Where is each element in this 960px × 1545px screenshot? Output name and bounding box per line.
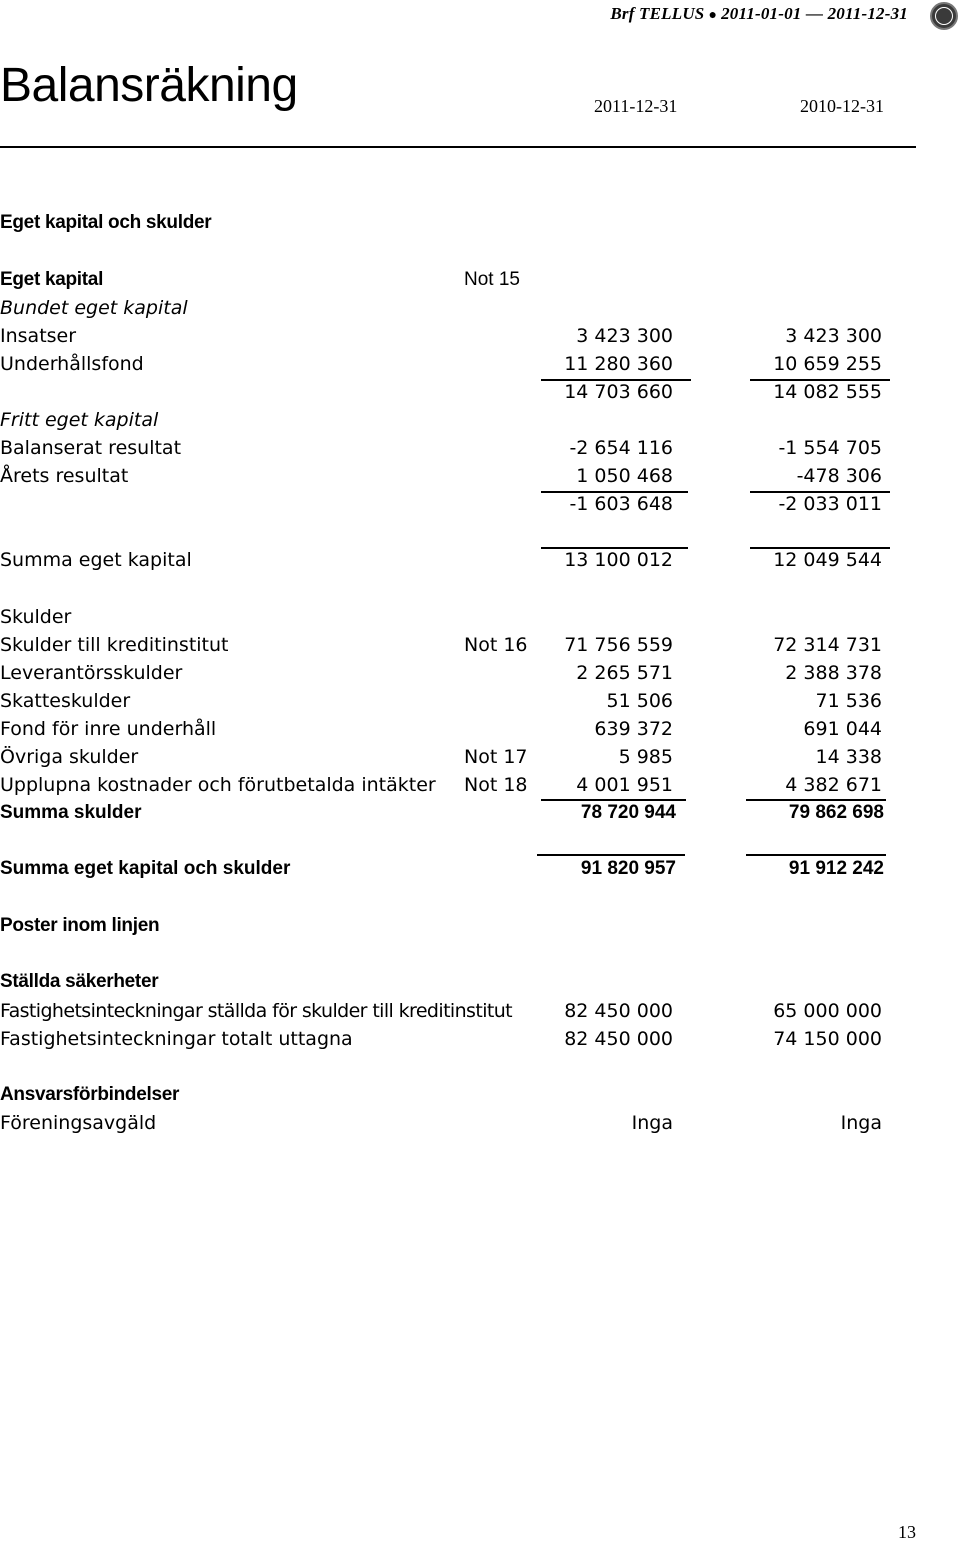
value-previous: 65 000 000: [773, 1000, 882, 1022]
value-previous: -1 554 705: [778, 437, 882, 459]
value-previous: 74 150 000: [773, 1028, 882, 1050]
value-previous: 3 423 300: [785, 325, 882, 347]
table-row: [0, 353, 960, 381]
value-previous: 72 314 731: [773, 634, 882, 656]
row-note: Not 18: [464, 774, 528, 796]
value-current: 11 280 360: [564, 353, 673, 375]
value-current: 78 720 944: [580, 802, 676, 823]
value-current: 14 703 660: [564, 381, 673, 403]
value-current: 1 050 468: [576, 465, 673, 487]
hsb-logo-icon: [930, 2, 958, 30]
value-previous: -2 033 011: [778, 493, 882, 515]
grand-total-rule: [537, 854, 685, 856]
total-row: [0, 549, 960, 577]
value-previous: 91 912 242: [788, 858, 884, 879]
column-date-current: 2011-12-31: [594, 96, 678, 116]
table-row: [0, 1000, 960, 1028]
value-previous: -478 306: [796, 465, 882, 487]
table-row: [0, 437, 960, 465]
value-previous: 4 382 671: [785, 774, 882, 796]
table-row: [0, 325, 960, 353]
value-previous: Inga: [840, 1112, 882, 1134]
equity-heading-row: [0, 269, 960, 297]
page-header: [0, 0, 960, 40]
contingent-heading: Ansvarsförbindelser: [0, 1084, 180, 1105]
table-row: [0, 774, 960, 802]
value-previous: 71 536: [815, 690, 882, 712]
row-label: Summa eget kapital och skulder: [0, 858, 291, 879]
table-row: [0, 1112, 960, 1140]
value-previous: 14 338: [815, 746, 882, 768]
pledged-heading-row: [0, 971, 960, 999]
value-previous: 10 659 255: [773, 353, 882, 375]
row-note: Not 17: [464, 746, 528, 768]
header-period-end: 2011-12-31: [827, 4, 908, 23]
table-row: [0, 1028, 960, 1056]
header-org: Brf TELLUS: [610, 4, 705, 23]
page-title: Balansräkning: [0, 59, 298, 112]
row-note: Not 16: [464, 634, 528, 656]
value-current: -1 603 648: [569, 493, 673, 515]
row-label: Summa eget kapital: [0, 549, 192, 571]
equity-heading: Eget kapital: [0, 269, 104, 290]
section-heading: [0, 212, 960, 240]
equity-note: Not 15: [464, 269, 520, 290]
row-label: Insatser: [0, 325, 77, 347]
row-label: Fastighetsinteckningar totalt uttagna: [0, 1028, 353, 1050]
table-row: [0, 634, 960, 662]
total-row: [0, 802, 960, 830]
row-label: Summa skulder: [0, 802, 142, 823]
row-label: Fond för inre underhåll: [0, 718, 217, 740]
page-number: 13: [898, 1522, 916, 1542]
subtotal-rule: [746, 799, 886, 801]
table-row: [0, 662, 960, 690]
bound-heading: Bundet eget kapital: [0, 297, 188, 319]
value-previous: 2 388 378: [785, 662, 882, 684]
table-row: [0, 746, 960, 774]
value-previous: 12 049 544: [773, 549, 882, 571]
row-label: Skulder till kreditinstitut: [0, 634, 229, 656]
value-current: 51 506: [606, 690, 673, 712]
value-current: 13 100 012: [564, 549, 673, 571]
liabilities-heading: Skulder: [0, 606, 72, 628]
value-current: 4 001 951: [576, 774, 673, 796]
off-balance-heading-row: [0, 915, 960, 943]
bound-heading-row: [0, 297, 960, 325]
value-current: 82 450 000: [564, 1000, 673, 1022]
value-current: 91 820 957: [580, 858, 676, 879]
row-label: Årets resultat: [0, 465, 129, 487]
row-label: Balanserat resultat: [0, 437, 182, 459]
value-current: 82 450 000: [564, 1028, 673, 1050]
value-current: 3 423 300: [576, 325, 673, 347]
row-label: Leverantörsskulder: [0, 662, 183, 684]
subtotal-rule: [541, 799, 686, 801]
liabilities-heading-row: [0, 606, 960, 634]
value-previous: 79 862 698: [788, 802, 884, 823]
section-heading-label: Eget kapital och skulder: [0, 212, 212, 233]
subtotal-row: [0, 381, 960, 409]
bullet-icon: ●: [708, 8, 718, 23]
row-label: Fastighetsinteckningar ställda för skulder till kreditinstitut: [0, 1000, 513, 1022]
value-previous: 14 082 555: [773, 381, 882, 403]
value-current: 2 265 571: [576, 662, 673, 684]
table-row: [0, 718, 960, 746]
row-label: Underhållsfond: [0, 353, 144, 375]
column-date-previous: 2010-12-31: [800, 96, 884, 116]
value-current: 71 756 559: [564, 634, 673, 656]
header-text: Brf TELLUS ● 2011-01-01 — 2011-12-31: [610, 4, 908, 23]
value-current: 5 985: [618, 746, 673, 768]
row-label: Skatteskulder: [0, 690, 131, 712]
title-rule: [0, 146, 916, 148]
free-heading-row: [0, 409, 960, 437]
value-current: 639 372: [594, 718, 673, 740]
row-label: Upplupna kostnader och förutbetalda intäkter: [0, 774, 436, 796]
header-period-start: 2011-01-01: [721, 4, 802, 23]
contingent-heading-row: [0, 1084, 960, 1112]
pledged-heading: Ställda säkerheter: [0, 971, 159, 992]
table-row: [0, 690, 960, 718]
value-previous: 691 044: [803, 718, 882, 740]
subtotal-row: [0, 493, 960, 521]
row-label: Föreningsavgäld: [0, 1112, 157, 1134]
free-heading: Fritt eget kapital: [0, 409, 159, 431]
value-current: Inga: [631, 1112, 673, 1134]
value-current: -2 654 116: [569, 437, 673, 459]
grand-total-row: [0, 858, 960, 886]
grand-total-rule: [746, 854, 886, 856]
off-balance-heading: Poster inom linjen: [0, 915, 160, 936]
row-label: Övriga skulder: [0, 746, 139, 768]
table-row: [0, 465, 960, 493]
